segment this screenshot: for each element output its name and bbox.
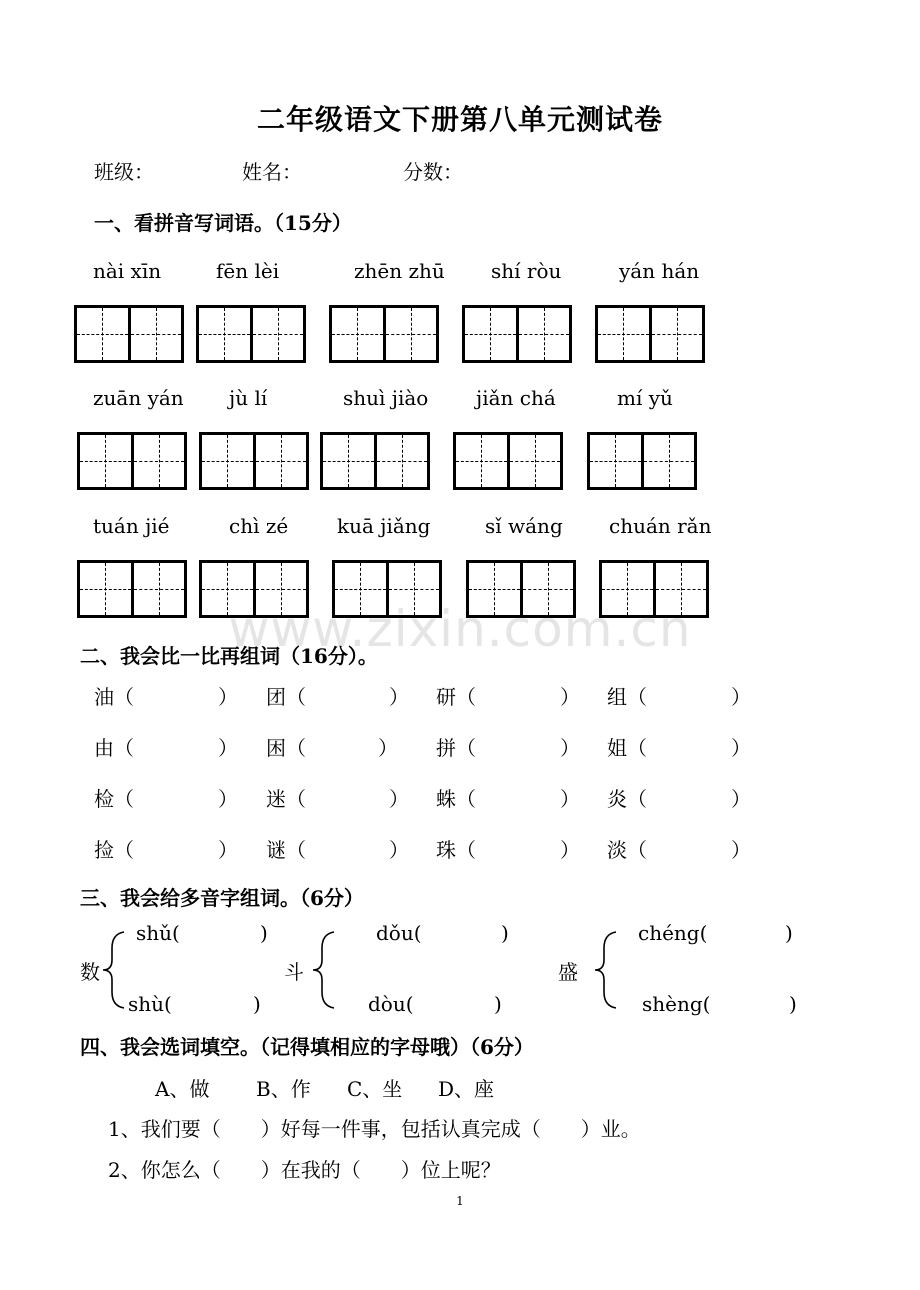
poly-char-shu: 数 [80,960,100,984]
compare-close: ） [218,736,238,760]
pinyin-3-5: chuán rǎn [609,514,712,538]
poly-shu-top: shǔ( [136,921,180,945]
pinyin-3-1: tuán jié [93,514,170,538]
compare-char: 淡（ [607,838,647,862]
poly-dou-bottom: dòu( [368,992,414,1016]
pinyin-2-2: jù lí [229,386,268,410]
compare-close: ） [560,685,580,709]
compare-close: ） [389,685,409,709]
section-2-heading: 二、我会比一比再组词（16分）。 [80,644,378,668]
poly-shu-bottom-close: ) [253,992,261,1016]
poly-dou-bottom-close: ) [494,992,502,1016]
tianzige-pair[interactable] [595,305,705,363]
pinyin-1-1: nài xīn [93,259,162,283]
section-1-heading: 一、看拼音写词语。（15分） [94,211,352,235]
tianzige-pair[interactable] [77,432,187,490]
tianzige-pair[interactable] [196,305,306,363]
tianzige-pair[interactable] [462,305,572,363]
compare-char: 组（ [607,685,647,709]
tianzige-pair[interactable] [74,305,184,363]
pinyin-3-4: sǐ wáng [485,514,563,538]
brace-icon [592,930,620,1010]
compare-close: ） [218,685,238,709]
name-label: 姓名： [242,160,302,184]
pinyin-1-4: shí ròu [491,259,562,283]
poly-sheng-top-close: ) [785,921,793,945]
compare-char: 捡（ [94,838,134,862]
tianzige-pair[interactable] [329,305,439,363]
pinyin-1-3: zhēn zhū [354,259,445,283]
compare-char: 团（ [266,685,306,709]
tianzige-pair[interactable] [587,432,697,490]
choice-b: B、作 [256,1077,311,1101]
tianzige-pair[interactable] [199,432,309,490]
pinyin-2-5: mí yǔ [617,386,673,410]
question-1: 1、我们要（ ）好每一件事，包括认真完成（ ）业。 [108,1117,641,1141]
pinyin-2-3: shuì jiào [343,386,429,410]
compare-close: ） [218,787,238,811]
section-4-heading: 四、我会选词填空。（记得填相应的字母哦）（6分） [80,1035,534,1059]
compare-char: 拼（ [436,736,476,760]
poly-dou-top-close: ) [501,921,509,945]
compare-char: 油（ [94,685,134,709]
page-title: 二年级语文下册第八单元测试卷 [256,103,663,136]
tianzige-pair[interactable] [320,432,430,490]
compare-char: 检（ [94,787,134,811]
page-number: 1 [456,1194,464,1208]
compare-char: 姐（ [607,736,647,760]
poly-char-dou: 斗 [284,960,304,984]
compare-char: 研（ [436,685,476,709]
compare-close: ） [560,838,580,862]
compare-close: ） [731,685,751,709]
brace-icon [310,930,338,1010]
compare-close: ） [731,736,751,760]
pinyin-1-2: fēn lèi [216,259,280,283]
pinyin-3-2: chì zé [229,514,289,538]
watermark: www.zixin.com.cn [228,600,692,658]
compare-close: ） [218,838,238,862]
compare-close: ） [389,787,409,811]
pinyin-2-4: jiǎn chá [476,386,556,410]
pinyin-2-1: zuān yán [93,386,184,410]
compare-char: 迷（ [266,787,306,811]
choice-d: D、座 [438,1077,495,1101]
pinyin-1-5: yán hán [619,259,700,283]
compare-close: ） [378,736,398,760]
compare-close: ） [389,838,409,862]
poly-shu-top-close: ) [260,921,268,945]
compare-char: 由（ [94,736,134,760]
choice-a: A、做 [155,1077,210,1101]
compare-close: ） [731,787,751,811]
choice-c: C、坐 [347,1077,403,1101]
compare-close: ） [560,736,580,760]
compare-char: 困（ [266,736,306,760]
brace-icon [100,930,128,1010]
poly-sheng-bottom: shèng( [642,992,711,1016]
poly-shu-bottom: shù( [128,992,172,1016]
section-3-heading: 三、我会给多音字组词。（6分） [80,886,364,910]
poly-char-sheng: 盛 [558,960,578,984]
pinyin-3-3: kuā jiǎng [337,514,431,538]
compare-close: ） [560,787,580,811]
compare-char: 炎（ [607,787,647,811]
score-label: 分数： [403,160,463,184]
question-2: 2、你怎么（ ）在我的（ ）位上呢？ [108,1158,501,1182]
compare-char: 谜（ [266,838,306,862]
class-label: 班级： [94,160,154,184]
poly-sheng-top: chéng( [638,921,708,945]
compare-close: ） [731,838,751,862]
tianzige-pair[interactable] [453,432,563,490]
compare-char: 蛛（ [436,787,476,811]
compare-char: 珠（ [436,838,476,862]
poly-dou-top: dǒu( [376,921,422,945]
poly-sheng-bottom-close: ) [789,992,797,1016]
